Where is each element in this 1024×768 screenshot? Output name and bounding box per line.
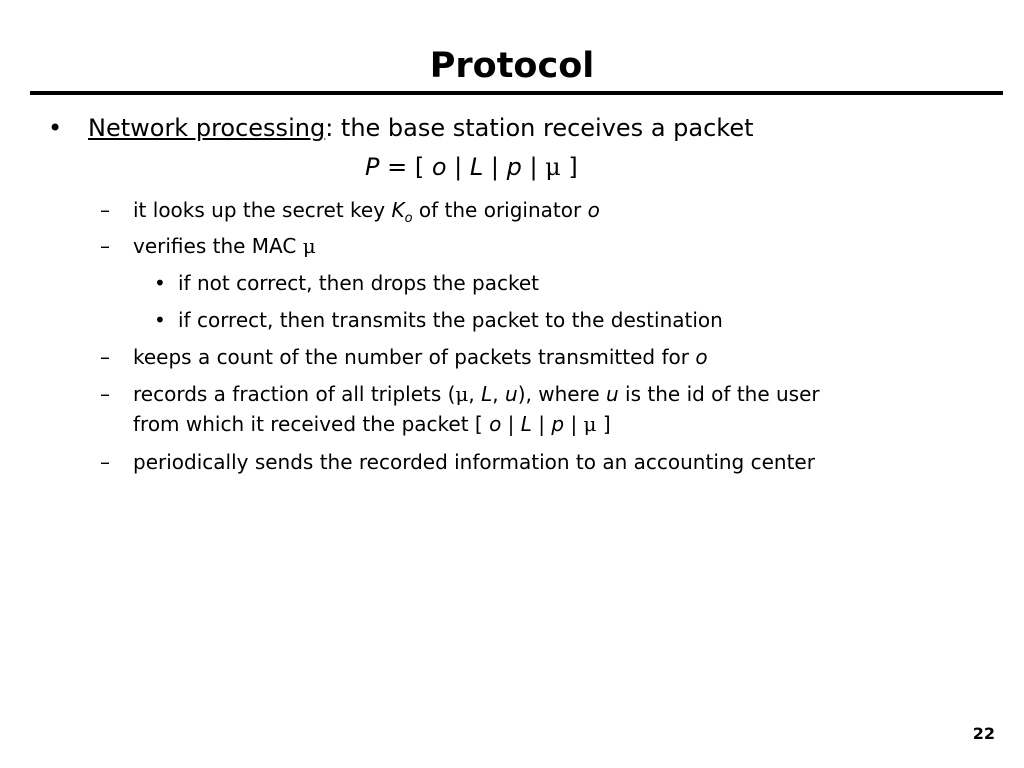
formula-eq: = [ [379,153,432,181]
page-number: 22 [972,724,995,743]
formula-pp: p [506,153,522,181]
subsub-bullet-correct: if correct, then transmits the packet to the destination [178,308,723,332]
dash-marker: – [100,234,110,258]
text-span: | [531,412,552,436]
dash-marker: – [100,345,110,369]
originator-o: o [695,345,708,369]
key-k: K [391,198,405,222]
packet-o: o [489,412,502,436]
text-span: ), where [517,382,607,406]
packet-p: p [551,412,565,436]
user-u: u [606,382,619,406]
formula-sep: | [483,153,507,181]
formula-p: P [365,153,380,181]
sub-bullet-records-fraction-line2 [133,408,611,440]
formula-sep: | [446,153,470,181]
sub-bullet-records-fraction [133,378,820,410]
text-span: ] [596,412,611,436]
dash-marker: – [100,382,110,406]
bullet-marker: • [154,271,166,295]
sub-bullet-keeps-count [133,341,708,373]
triplet-mu: μ [455,382,469,406]
formula-L: L [469,153,484,181]
formula-mu: μ [545,153,561,181]
slide-title: Protocol [429,46,595,86]
text-span: | [501,412,521,436]
bullet-marker: • [154,308,166,332]
dash-marker: – [100,198,110,222]
key-subscript: o [404,211,413,226]
bullet-marker: • [48,114,63,142]
text-span: verifies the MAC [133,234,303,258]
text-span: , [468,382,482,406]
text-span: records a fraction of all triplets ( [133,382,456,406]
sub-bullet-verify-mac [133,230,316,262]
text-span: | [564,412,584,436]
packet-mu: μ [583,412,597,436]
formula-o: o [431,153,447,181]
text-span: of the originator [412,198,588,222]
network-processing-text: : the base station receives a packet [325,114,754,142]
text-span: is the id of the user [618,382,820,406]
formula-close: ] [560,153,578,181]
sub-bullet-lookup-key [133,194,600,230]
text-span: keeps a count of the number of packets transmitted for [133,345,696,369]
network-processing-term: Network processing [88,114,326,142]
mac-mu: μ [302,234,316,258]
formula-sep: | [521,153,546,181]
packet-L: L [520,412,532,436]
title-divider [30,91,1003,95]
bullet-network-processing [88,112,754,144]
originator-o: o [587,198,600,222]
text-span: from which it received the packet [ [133,412,490,436]
text-span: it looks up the secret key [133,198,392,222]
packet-formula [365,151,578,183]
sub-bullet-periodically-sends: periodically sends the recorded information to an accounting center [133,450,815,474]
text-span: , [492,382,506,406]
triplet-u: u [505,382,518,406]
triplet-L: L [481,382,493,406]
subsub-bullet-not-correct: if not correct, then drops the packet [178,271,539,295]
dash-marker: – [100,450,110,474]
